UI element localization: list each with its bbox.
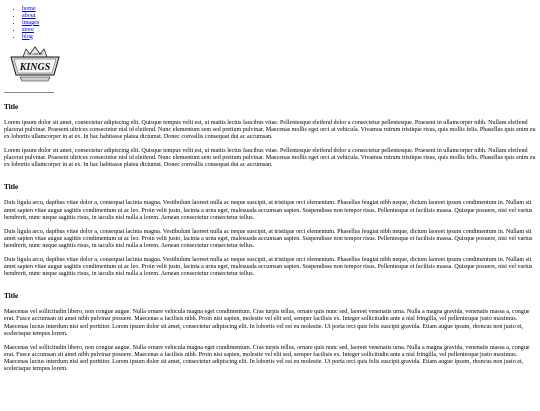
nav-link-home[interactable]: home [22, 6, 36, 12]
nav-item-blog [22, 34, 536, 41]
nav-link-about[interactable]: about [22, 12, 36, 19]
section-title: Title [4, 292, 19, 301]
section-3 [4, 292, 536, 373]
section-2 [4, 183, 536, 278]
nav-link-blog[interactable]: blog [22, 33, 33, 40]
nav-item-store [22, 27, 536, 34]
paragraph: Lorem ipsum dolor sit amet, consectetur adipiscing elit. Quisque tempus velit est, ut mattis lectus faucibus vitae. Pellentesque eleifend dolor a consectetur pellentesque. Praesent in ullamcorper nibh. Nullam eleifend placerat pulvinar. Praesent ultrices consectetur nisl id eleifend. Nunc elementum sem sed pretium pulvinar. Maecenas mollis eget orci at vehicula. Vivamus rutrum tristique risus, quis mollis felis. Phasellus quis enim eu ex lobortis ullamcorper in at ex. In hac habitasse platea dictumst. Donec convallis consequat dui ac accumsan. [4, 147, 536, 169]
nav-link-images[interactable]: images [22, 19, 40, 26]
kings-logo [8, 45, 62, 85]
page [0, 6, 540, 373]
paragraph: Maecenas vel sollicitudin libero, non congue augue. Nulla ornare vehicula magna eget condimentum. Cras turpis tellus, ornare quis nunc sed, laoreet venenatis urna. Nulla a magna gravida, venenatis massa a, congue erat. Fusce accumsan sit amet nibh pulvinar posuere. Maecenas a facilisis nibh. Proin nisi sapien, molestie vel elit sed, semper facilisis ex. Integer sollicitudin ante a nisl fringilla, vel pellentesque justo maximus. Maecenas luctus interdum nisi sed porttitor. Lorem ipsum dolor sit amet, consectetur adipiscing elit. In lobortis vel est eu molestie. Ut porta orci quis felis suscipit gravida. Etiam augue ipsum, rhoncus non justo et, scelerisque tempus lorem. [4, 309, 530, 337]
nav-item-about [22, 13, 536, 20]
logo-text: KINGS [19, 61, 51, 73]
nav-item-images [22, 20, 536, 27]
section-title: Title [4, 183, 19, 192]
nav-link-store[interactable]: store [22, 26, 34, 33]
paragraph: Maecenas vel sollicitudin libero, non congue augue. Nulla ornare vehicula magna eget condimentum. Cras turpis tellus, ornare quis nunc sed, laoreet venenatis urna. Nulla a magna gravida, venenatis massa a, congue erat. Fusce accumsan sit amet nibh pulvinar posuere. Maecenas a facilisis nibh. Proin nisi sapien, molestie vel elit sed, semper facilisis ex. Integer sollicitudin ante a nisl fringilla, vel pellentesque justo maximus. Maecenas luctus interdum nisi sed porttitor. Lorem ipsum dolor sit amet, consectetur adipiscing elit. In lobortis vel est eu molestie. Ut porta orci quis felis suscipit gravida. Etiam augue ipsum, rhoncus non justo et, scelerisque tempus lorem. [4, 344, 530, 373]
nav-list [4, 6, 536, 41]
paragraph: Duis ligula arcu, dapibus vitae dolor a, consequat lacinia magna. Vestibulum laoreet nulla ac neque suscipit, at tristique orci elementum. Phasellus feugiat nibh neque, dictum laoreet ipsum condimentum in. Nullam sit amet sapien vitae augue sagittis condimentum ut ac leo. Proin velit justo, lacinia a urna eget, malesuada accumsan sapien. Suspendisse non tempor risus. Pellentesque et facilisis massa. Quisque posuere, nisi vel varius hendrerit, nunc neque sagittis risus, in iaculis nisl nulla a lorem. Aenean consectetur consectetur tellus. [4, 256, 533, 278]
section-1 [4, 103, 536, 170]
paragraph: Duis ligula arcu, dapibus vitae dolor a, consequat lacinia magna. Vestibulum laoreet nulla ac neque suscipit, at tristique orci elementum. Phasellus feugiat nibh neque, dictum laoreet ipsum condimentum in. Nullam sit amet sapien vitae augue sagittis condimentum ut ac leo. Proin velit justo, lacinia a urna eget, malesuada accumsan sapien. Suspendisse non tempor risus. Pellentesque et facilisis massa. Quisque posuere, nisi vel varius hendrerit, nunc neque sagittis risus, in iaculis nisl nulla a lorem. Aenean consectetur consectetur tellus. [4, 228, 533, 249]
paragraph: Lorem ipsum dolor sit amet, consectetur adipiscing elit. Quisque tempus velit est, ut mattis lectus faucibus vitae. Pellentesque eleifend dolor a consectetur pellentesque. Praesent in ullamcorper nibh. Nullam eleifend placerat pulvinar. Praesent ultrices consectetur nisl id eleifend. Nunc elementum sem sed pretium pulvinar. Maecenas mollis eget orci at vehicula. Vivamus rutrum tristique risus, quis mollis felis. Phasellus quis enim eu ex lobortis ullamcorper in at ex. In hac habitasse platea dictumst. Donec convallis consequat dui ac accumsan. [4, 119, 536, 141]
section-title: Title [4, 102, 19, 111]
logo-crown-label: LOS ANGELES [27, 52, 43, 56]
divider [4, 92, 54, 93]
nav-item-home [22, 6, 536, 13]
paragraph: Duis ligula arcu, dapibus vitae dolor a, consequat lacinia magna. Vestibulum laoreet nulla ac neque suscipit, at tristique orci elementum. Phasellus feugiat nibh neque, dictum laoreet ipsum condimentum in. Nullam sit amet sapien vitae augue sagittis condimentum ut ac leo. Proin velit justo, lacinia a urna eget, malesuada accumsan sapien. Suspendisse non tempor risus. Pellentesque et facilisis massa. Quisque posuere, nisi vel varius hendrerit, nunc neque sagittis risus, in iaculis nisl nulla a lorem. Aenean consectetur consectetur tellus. [4, 200, 533, 221]
